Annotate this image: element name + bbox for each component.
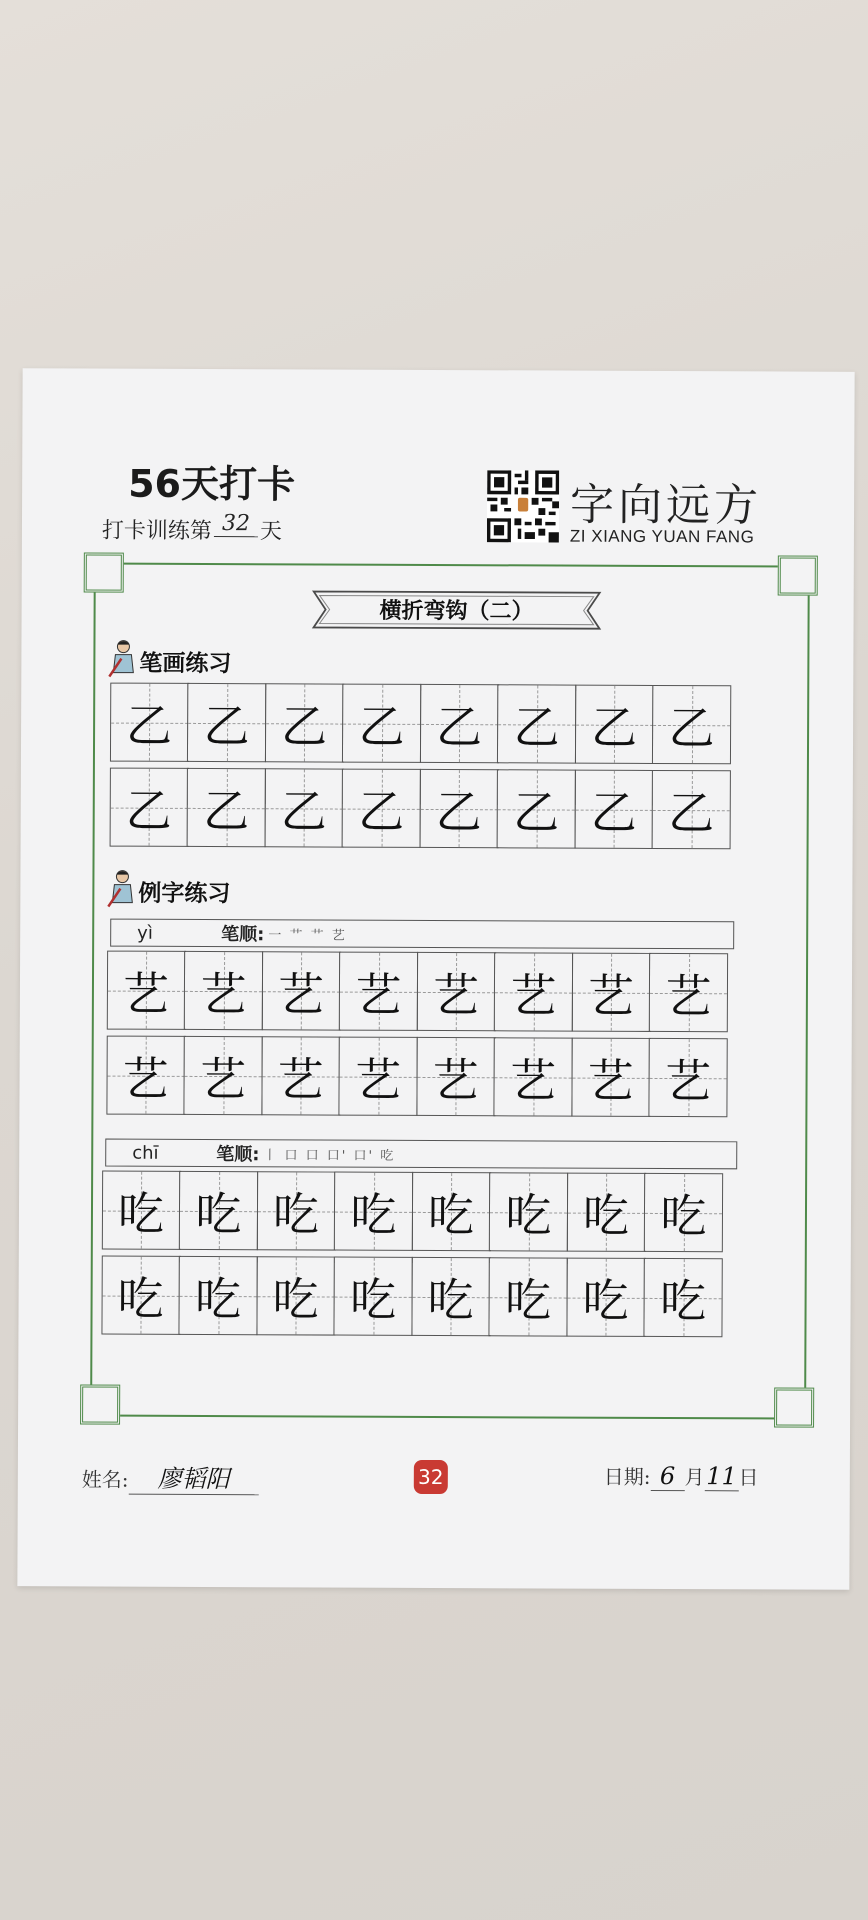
practice-cell (264, 768, 343, 847)
stroke-order-sequence: 丨 口 口 口' 口' 吃 (263, 1147, 396, 1164)
practice-character: 吃 (272, 1272, 319, 1327)
practice-character: 吃 (659, 1273, 707, 1329)
practice-cell (109, 768, 188, 847)
frame-corner-ornament (778, 555, 818, 595)
practice-cell (178, 1256, 257, 1335)
student-writing-icon (107, 639, 137, 679)
practice-cell (106, 951, 185, 1030)
practice-cell (342, 684, 421, 763)
practice-cell (411, 1257, 490, 1336)
practice-character: 乙 (668, 786, 715, 841)
qr-code-icon (487, 470, 559, 542)
grid-row (107, 1036, 727, 1118)
practice-cell (256, 1256, 335, 1335)
practice-character: 吃 (504, 1273, 552, 1328)
practice-character: 艺 (277, 967, 325, 1022)
practice-character: 乙 (668, 701, 715, 756)
practice-character: 乙 (358, 784, 405, 839)
practice-cell (571, 953, 650, 1032)
practice-character: 乙 (125, 698, 173, 753)
practice-character: 乙 (435, 699, 483, 755)
practice-cell (342, 769, 421, 848)
lesson-title: 横折弯钩（二） (379, 598, 534, 625)
practice-character: 艺 (665, 969, 712, 1024)
stroke-order-label: 笔顺: (221, 924, 265, 946)
practice-character: 艺 (122, 966, 170, 1021)
practice-sheet (17, 368, 854, 1590)
practice-cell (109, 683, 188, 762)
practice-cell (416, 952, 495, 1031)
practice-character: 吃 (582, 1188, 630, 1243)
practice-character: 乙 (125, 783, 172, 838)
practice-cell (566, 1258, 645, 1337)
day-suffix: 天 (259, 519, 283, 545)
practice-character: 吃 (117, 1271, 164, 1326)
practice-character: 吃 (427, 1272, 474, 1328)
practice-cell (101, 1171, 180, 1250)
stroke-grid (111, 683, 732, 850)
practice-character: 艺 (432, 1052, 479, 1108)
practice-cell (416, 1037, 495, 1116)
pinyin-bar (110, 919, 734, 950)
practice-character: 艺 (200, 966, 247, 1022)
practice-character: 乙 (203, 698, 250, 754)
practice-character: 艺 (509, 1053, 557, 1108)
practice-character: 艺 (277, 1052, 324, 1107)
practice-cell (256, 1171, 335, 1250)
student-writing-icon (106, 869, 136, 909)
practice-cell (644, 1173, 723, 1252)
date-field (604, 1461, 759, 1492)
practice-character: 乙 (590, 785, 637, 840)
practice-character: 吃 (194, 1271, 242, 1327)
practice-cell (339, 952, 418, 1031)
practice-cell (101, 1256, 180, 1335)
pinyin-bar (105, 1139, 737, 1170)
pinyin-text: chī (132, 1142, 159, 1164)
practice-character: 乙 (590, 700, 638, 755)
practice-cell (494, 952, 573, 1031)
practice-cell (493, 1037, 572, 1116)
practice-cell (652, 685, 731, 764)
brand-name-cn: 字向远方 (569, 479, 763, 532)
sheet-title: 56天打卡 (128, 461, 296, 507)
practice-character: 乙 (435, 784, 482, 840)
practice-character: 吃 (349, 1272, 397, 1327)
practice-character: 艺 (510, 968, 557, 1023)
practice-cell (183, 1036, 262, 1115)
page-number-badge: 32 (414, 1460, 448, 1494)
grid-row (108, 951, 728, 1033)
pinyin-text: yì (137, 922, 153, 944)
date-day: 11 (706, 1462, 737, 1491)
practice-character: 艺 (587, 1053, 634, 1108)
practice-cell (643, 1258, 722, 1337)
practice-character: 艺 (664, 1054, 712, 1109)
practice-cell (419, 684, 498, 763)
date-month: 6 (651, 1462, 685, 1491)
stroke-order-sequence: 一 艹 艹 艺 (268, 927, 347, 944)
practice-cell (497, 684, 576, 763)
practice-character: 吃 (195, 1186, 242, 1242)
practice-cell (187, 768, 266, 847)
grid-row (111, 683, 731, 765)
practice-character: 吃 (350, 1187, 397, 1242)
practice-cell (574, 770, 653, 849)
frame-corner-ornament (84, 552, 124, 592)
stroke-section-title: 笔画练习 (139, 650, 232, 678)
practice-character: 艺 (122, 1051, 169, 1106)
grid-row (102, 1256, 722, 1338)
practice-cell (497, 769, 576, 848)
practice-character: 吃 (582, 1273, 629, 1328)
practice-cell (649, 953, 728, 1032)
practice-character: 艺 (199, 1051, 247, 1107)
practice-character: 乙 (513, 785, 560, 840)
practice-cell (264, 683, 343, 762)
practice-cell (179, 1171, 258, 1250)
name-field (82, 1458, 259, 1495)
practice-character: 吃 (660, 1188, 707, 1244)
practice-cell (489, 1172, 568, 1251)
practice-cell (419, 769, 498, 848)
practice-cell (333, 1257, 412, 1336)
example-section-title: 例字练习 (138, 880, 231, 908)
practice-cell (648, 1038, 727, 1117)
frame-corner-ornament (80, 1384, 120, 1424)
practice-cell (411, 1172, 490, 1251)
practice-cell (566, 1173, 645, 1252)
date-label: 日期: (603, 1464, 651, 1489)
practice-character: 艺 (432, 967, 480, 1023)
practice-cell (338, 1037, 417, 1116)
practice-cell (106, 1036, 185, 1115)
practice-character: 乙 (280, 784, 327, 839)
grid-row (111, 768, 731, 850)
day-label: 日 (738, 1465, 759, 1490)
brand-name-en: ZI XIANG YUAN FANG (569, 526, 755, 547)
day-prefix: 打卡训练第 (101, 518, 213, 545)
practice-character: 乙 (280, 699, 328, 754)
practice-cell (184, 951, 263, 1030)
practice-character: 乙 (513, 700, 560, 755)
stroke-order-label: 笔顺: (216, 1144, 260, 1166)
frame-corner-ornament (774, 1387, 814, 1427)
practice-cell (261, 1036, 340, 1115)
practice-character: 艺 (354, 1052, 402, 1107)
practice-cell (574, 685, 653, 764)
day-number: 32 (214, 511, 258, 537)
practice-cell (488, 1257, 567, 1336)
name-label: 姓名: (81, 1467, 129, 1492)
practice-character: 吃 (505, 1188, 552, 1243)
practice-cell (261, 951, 340, 1030)
grid-row (103, 1171, 723, 1253)
name-value: 廖韬阳 (128, 1459, 258, 1496)
practice-cell (571, 1038, 650, 1117)
day-counter (101, 511, 283, 546)
practice-character: 乙 (203, 783, 250, 839)
practice-character: 艺 (355, 967, 402, 1022)
practice-cell (652, 770, 731, 849)
practice-character: 乙 (358, 699, 405, 754)
example-grid (107, 951, 728, 1118)
practice-character: 吃 (117, 1186, 165, 1241)
practice-character: 吃 (427, 1187, 475, 1243)
practice-cell (187, 683, 266, 762)
practice-character: 吃 (272, 1187, 320, 1242)
practice-cell (334, 1172, 413, 1251)
month-label: 月 (684, 1465, 705, 1490)
example-grid (102, 1171, 723, 1338)
practice-character: 艺 (587, 968, 635, 1023)
